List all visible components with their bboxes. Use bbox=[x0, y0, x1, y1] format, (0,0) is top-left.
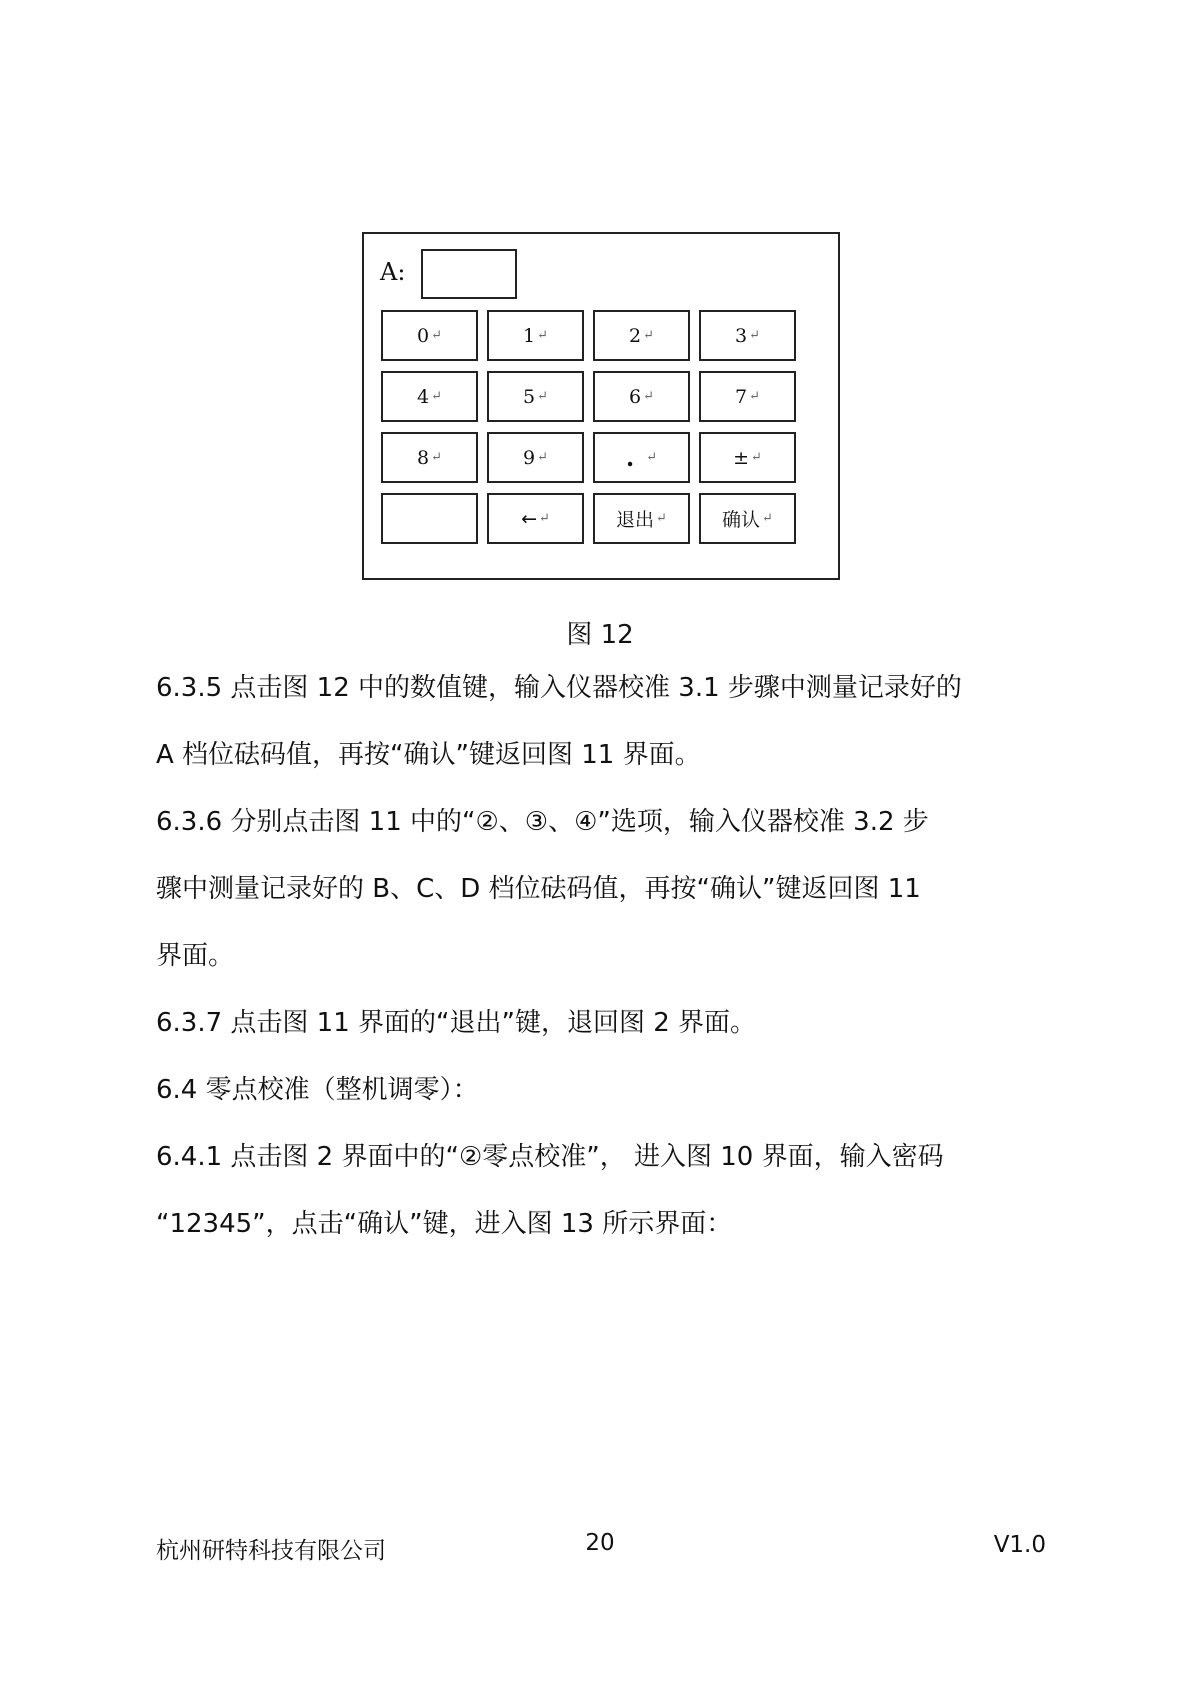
a-value-input[interactable] bbox=[421, 249, 517, 299]
return-mark: ↵ bbox=[751, 450, 762, 465]
footer-version: V1.0 bbox=[993, 1532, 1046, 1558]
paragraph-6-4-1-line1: 6.4.1 点击图 2 界面中的“②零点校准”， 进入图 10 界面，输入密码 bbox=[156, 1142, 944, 1172]
key-0[interactable]: 0 ↵ bbox=[381, 310, 478, 361]
key-blank[interactable] bbox=[381, 493, 478, 544]
key-7[interactable]: 7 ↵ bbox=[699, 371, 796, 422]
return-mark: ↵ bbox=[749, 328, 760, 343]
return-mark: ↵ bbox=[643, 328, 654, 343]
return-mark: ↵ bbox=[646, 450, 658, 465]
return-mark: ↵ bbox=[537, 328, 548, 343]
return-mark: ↵ bbox=[537, 450, 548, 465]
key-5[interactable]: 5 ↵ bbox=[487, 371, 584, 422]
paragraph-6-4-1-line2: “12345”，点击“确认”键，进入图 13 所示界面： bbox=[156, 1209, 733, 1239]
return-mark: ↵ bbox=[537, 389, 548, 404]
key-exit[interactable]: 退出 ↵ bbox=[593, 493, 690, 544]
return-mark: ↵ bbox=[762, 511, 773, 526]
key-6[interactable]: 6 ↵ bbox=[593, 371, 690, 422]
return-mark: ↵ bbox=[431, 450, 442, 465]
key-4[interactable]: 4 ↵ bbox=[381, 371, 478, 422]
figure-caption: 图 12 bbox=[566, 620, 634, 650]
footer-page-number: 20 bbox=[585, 1530, 615, 1556]
key-confirm[interactable]: 确认 ↵ bbox=[699, 493, 796, 544]
backspace-arrow-icon: ← bbox=[521, 507, 537, 530]
return-mark: ↵ bbox=[431, 389, 442, 404]
return-mark: ↵ bbox=[539, 511, 550, 526]
key-8[interactable]: 8 ↵ bbox=[381, 432, 478, 483]
key-9[interactable]: 9 ↵ bbox=[487, 432, 584, 483]
return-mark: ↵ bbox=[431, 328, 442, 343]
paragraph-6-3-6-line3: 界面。 bbox=[156, 941, 235, 971]
key-1[interactable]: 1 ↵ bbox=[487, 310, 584, 361]
paragraph-6-3-7: 6.3.7 点击图 11 界面的“退出”键，退回图 2 界面。 bbox=[156, 1008, 757, 1038]
footer-company: 杭州研特科技有限公司 bbox=[156, 1538, 386, 1564]
key-backspace[interactable] bbox=[487, 493, 584, 544]
paragraph-6-3-5-line1: 6.3.5 点击图 12 中的数值键，输入仪器校准 3.1 步骤中测量记录好的 bbox=[156, 673, 962, 703]
return-mark: ↵ bbox=[656, 511, 667, 526]
heading-6-4: 6.4 零点校准（整机调零）： bbox=[156, 1075, 479, 1105]
key-plus-minus[interactable]: ± ↵ bbox=[699, 432, 796, 483]
paragraph-6-3-6-line1: 6.3.6 分别点击图 11 中的“②、③、④”选项，输入仪器校准 3.2 步 bbox=[156, 807, 929, 837]
key-decimal-point[interactable]: . ↵ bbox=[593, 432, 690, 483]
paragraph-6-3-5-line2: A 档位砝码值，再按“确认”键返回图 11 界面。 bbox=[156, 740, 701, 770]
return-mark: ↵ bbox=[749, 389, 760, 404]
a-input-label: A: bbox=[380, 258, 406, 286]
paragraph-6-3-6-line2: 骤中测量记录好的 B、C、D 档位砝码值，再按“确认”键返回图 11 bbox=[156, 874, 921, 904]
key-2[interactable]: 2 ↵ bbox=[593, 310, 690, 361]
key-3[interactable]: 3 ↵ bbox=[699, 310, 796, 361]
return-mark: ↵ bbox=[643, 389, 654, 404]
keypad-figure bbox=[362, 232, 840, 580]
